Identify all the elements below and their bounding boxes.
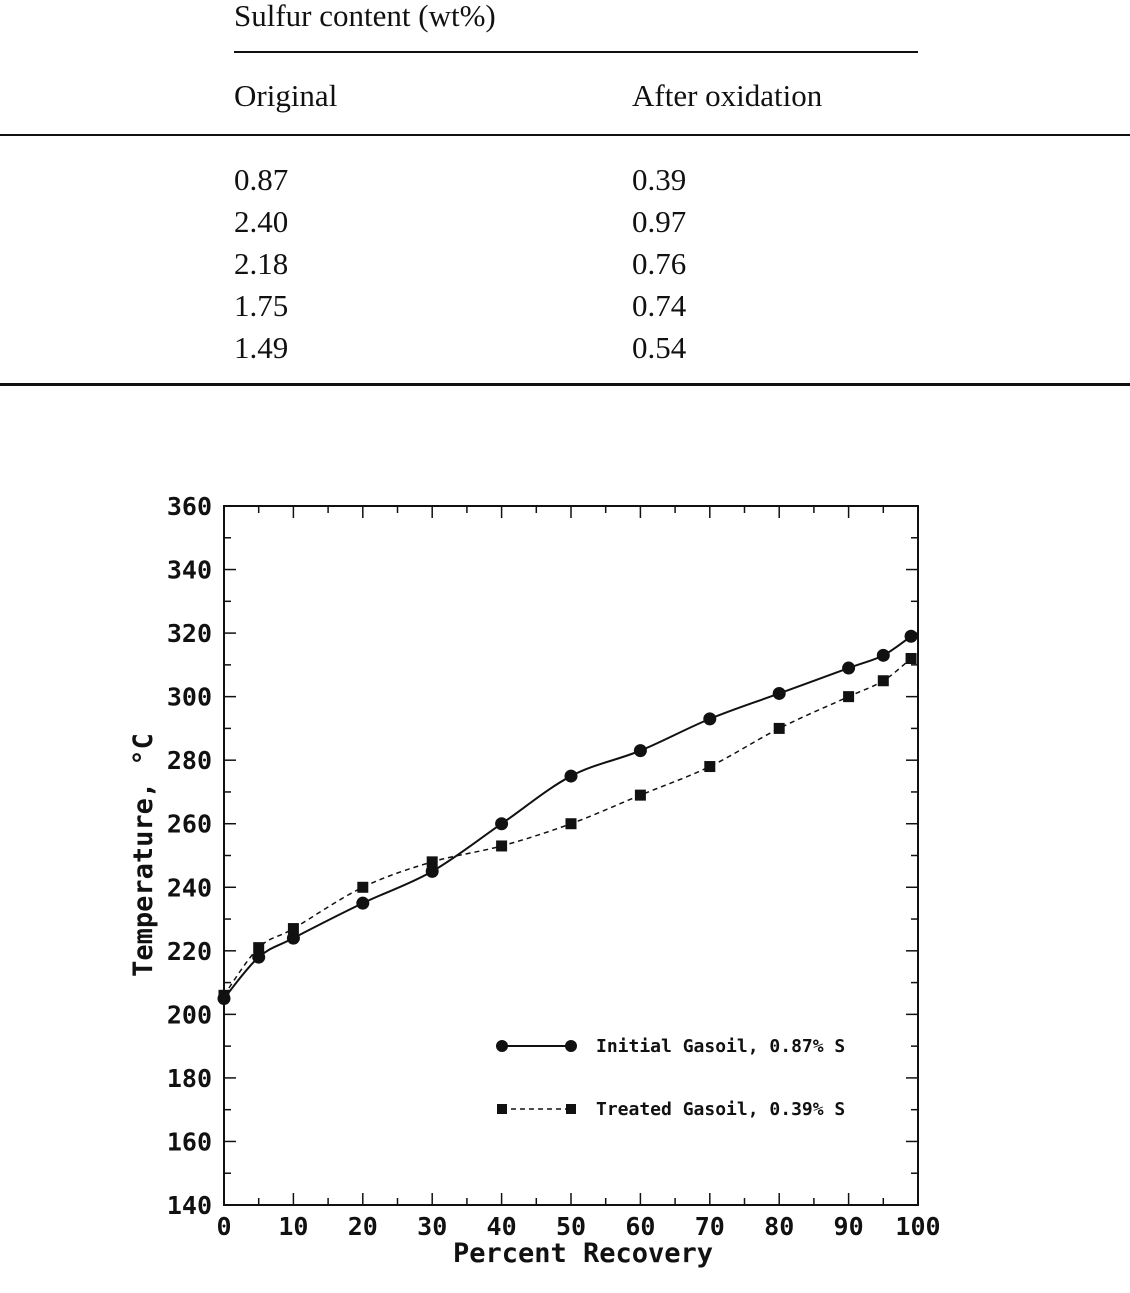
- circle-marker-icon: [565, 770, 578, 783]
- legend-item-initial: [496, 1036, 845, 1057]
- square-marker-icon: [253, 942, 264, 953]
- square-marker-icon: [357, 882, 368, 893]
- x-tick-label: 20: [347, 1212, 378, 1241]
- square-marker-icon: [497, 1104, 507, 1114]
- circle-marker-icon: [877, 649, 890, 662]
- x-tick-label: 50: [555, 1212, 587, 1241]
- x-tick-label: 0: [216, 1212, 232, 1241]
- x-tick-label: 70: [694, 1212, 725, 1241]
- legend-item-treated: [497, 1099, 845, 1120]
- x-tick-label: 80: [764, 1212, 795, 1241]
- table-group-header: Sulfur content (wt%): [234, 0, 496, 33]
- y-tick-label: 160: [166, 1127, 212, 1157]
- x-tick-label: 100: [895, 1212, 941, 1241]
- circle-marker-icon: [703, 712, 716, 725]
- square-marker-icon: [566, 818, 577, 829]
- square-marker-icon: [427, 856, 438, 867]
- square-marker-icon: [774, 723, 785, 734]
- cell-after-oxidation: 0.54: [632, 330, 687, 365]
- y-tick-label: 340: [166, 555, 212, 585]
- circle-marker-icon: [773, 687, 786, 700]
- x-tick-label: 60: [625, 1212, 656, 1241]
- cell-original: 2.18: [234, 246, 289, 281]
- y-tick-label: 360: [166, 492, 212, 521]
- y-tick-label: 260: [166, 809, 212, 839]
- x-axis-label: Percent Recovery: [452, 1238, 714, 1269]
- x-tick-labels: [216, 1212, 940, 1241]
- cell-original: 0.87: [234, 162, 289, 197]
- legend-label-treated: Treated Gasoil, 0.39% S: [596, 1099, 846, 1120]
- cell-after-oxidation: 0.39: [632, 162, 687, 197]
- x-tick-label: 10: [278, 1212, 309, 1241]
- circle-marker-icon: [496, 1040, 508, 1052]
- y-tick-label: 280: [166, 746, 212, 776]
- circle-marker-icon: [356, 897, 369, 910]
- square-marker-icon: [635, 790, 646, 801]
- y-tick-label: 300: [166, 682, 212, 712]
- y-tick-label: 220: [166, 936, 212, 966]
- square-marker-icon: [566, 1104, 576, 1114]
- square-marker-icon: [878, 675, 889, 686]
- cell-original: 1.75: [234, 288, 289, 323]
- series-initial-gasoil: [218, 630, 918, 1005]
- y-tick-label: 200: [166, 1000, 212, 1030]
- cell-after-oxidation: 0.76: [632, 246, 687, 281]
- square-marker-icon: [288, 923, 299, 934]
- cell-original: 1.49: [234, 330, 289, 365]
- legend: [496, 1036, 845, 1120]
- series-treated-gasoil: [219, 653, 917, 1001]
- circle-marker-icon: [495, 817, 508, 830]
- x-tick-label: 90: [833, 1212, 864, 1241]
- y-tick-label: 180: [166, 1063, 212, 1093]
- x-tick-label: 30: [417, 1212, 448, 1241]
- x-tick-label: 40: [486, 1212, 517, 1241]
- column-header-original: Original: [234, 78, 338, 113]
- circle-marker-icon: [565, 1040, 577, 1052]
- legend-label-initial: Initial Gasoil, 0.87% S: [596, 1036, 846, 1057]
- y-axis-label: Temperature, °C: [128, 733, 159, 977]
- square-marker-icon: [906, 653, 917, 664]
- y-tick-label: 140: [166, 1191, 212, 1220]
- square-marker-icon: [496, 840, 507, 851]
- y-tick-label: 320: [166, 619, 212, 649]
- cell-original: 2.40: [234, 204, 289, 239]
- y-tick-labels: [167, 492, 212, 1220]
- circle-marker-icon: [842, 662, 855, 675]
- cell-after-oxidation: 0.97: [632, 204, 687, 239]
- circle-marker-icon: [634, 744, 647, 757]
- square-marker-icon: [219, 990, 230, 1001]
- y-tick-label: 240: [166, 873, 212, 903]
- cell-after-oxidation: 0.74: [632, 288, 687, 323]
- column-header-after-oxidation: After oxidation: [632, 78, 823, 113]
- circle-marker-icon: [905, 630, 918, 643]
- data-series: [218, 630, 918, 1005]
- square-marker-icon: [843, 691, 854, 702]
- square-marker-icon: [704, 761, 715, 772]
